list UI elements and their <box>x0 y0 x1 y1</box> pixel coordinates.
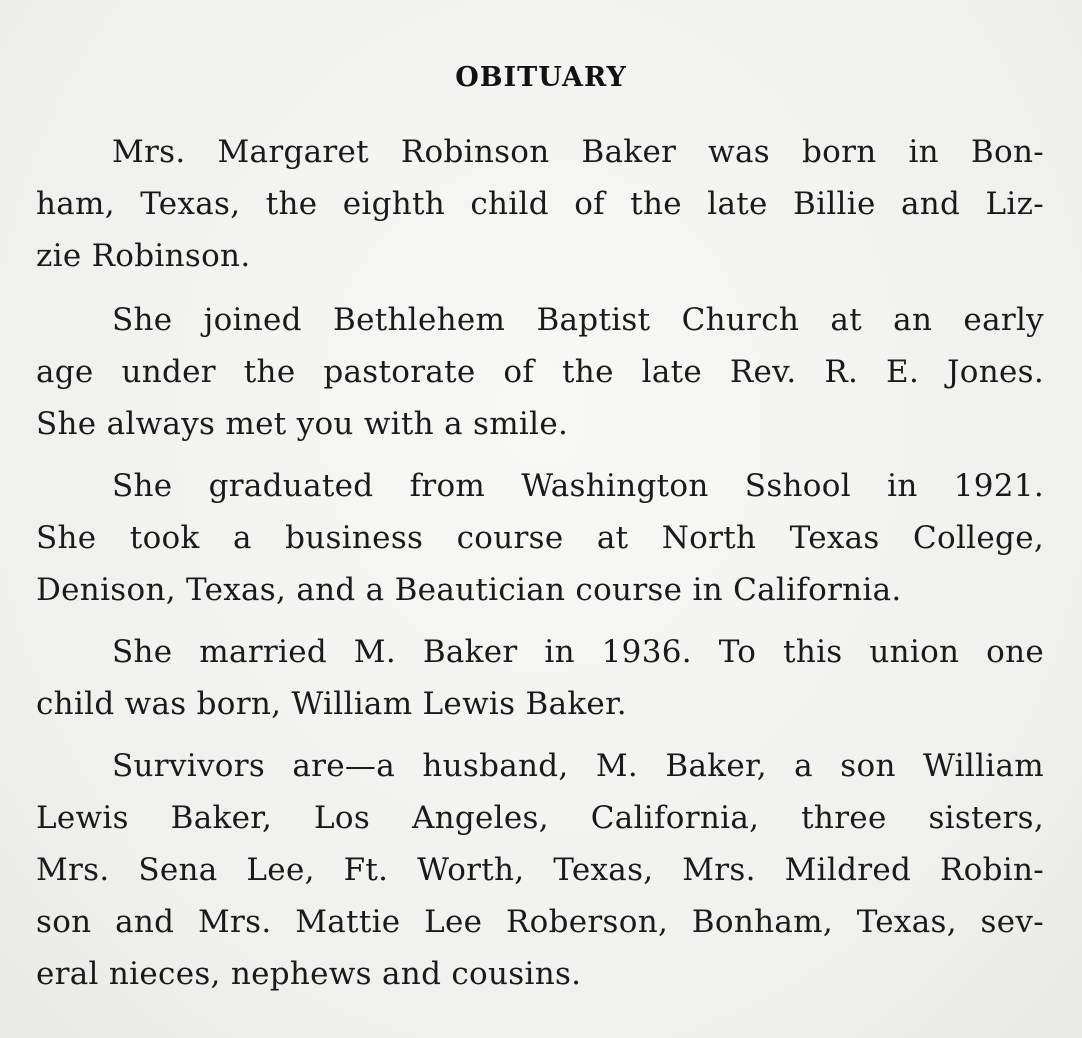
paragraph-4-line-2: child was born, William Lewis Baker. <box>36 686 627 722</box>
paragraph-5-line-2: Lewis Baker, Los Angeles, California, three sisters, <box>36 800 1044 836</box>
paragraph-1-line-1: Mrs. Margaret Robinson Baker was born in Bon- <box>112 134 1044 170</box>
paragraph-3-line-3: Denison, Texas, and a Beautician course in California. <box>36 572 902 608</box>
paragraph-1-line-2: ham, Texas, the eighth child of the late Billie and Liz- <box>36 186 1044 222</box>
paragraph-5-line-5: eral nieces, nephews and cousins. <box>36 956 582 992</box>
paragraph-5-line-4: son and Mrs. Mattie Lee Roberson, Bonham, Texas, sev- <box>36 904 1044 940</box>
paragraph-5-line-3: Mrs. Sena Lee, Ft. Worth, Texas, Mrs. Mildred Robin- <box>36 852 1044 888</box>
paragraph-1-line-3: zie Robinson. <box>36 238 251 274</box>
paragraph-2-line-1: She joined Bethlehem Baptist Church at an early <box>112 302 1044 338</box>
page-title: OBITUARY <box>455 62 627 93</box>
paragraph-3-line-2: She took a business course at North Texas College, <box>36 520 1044 556</box>
paragraph-2-line-2: age under the pastorate of the late Rev. R. E. Jones. <box>36 354 1044 390</box>
paragraph-4-line-1: She married M. Baker in 1936. To this union one <box>112 634 1044 670</box>
paragraph-5-line-1: Survivors are—a husband, M. Baker, a son William <box>112 748 1044 784</box>
paragraph-2-line-3: She always met you with a smile. <box>36 406 569 442</box>
paragraph-3-line-1: She graduated from Washington Sshool in 1921. <box>112 468 1044 504</box>
